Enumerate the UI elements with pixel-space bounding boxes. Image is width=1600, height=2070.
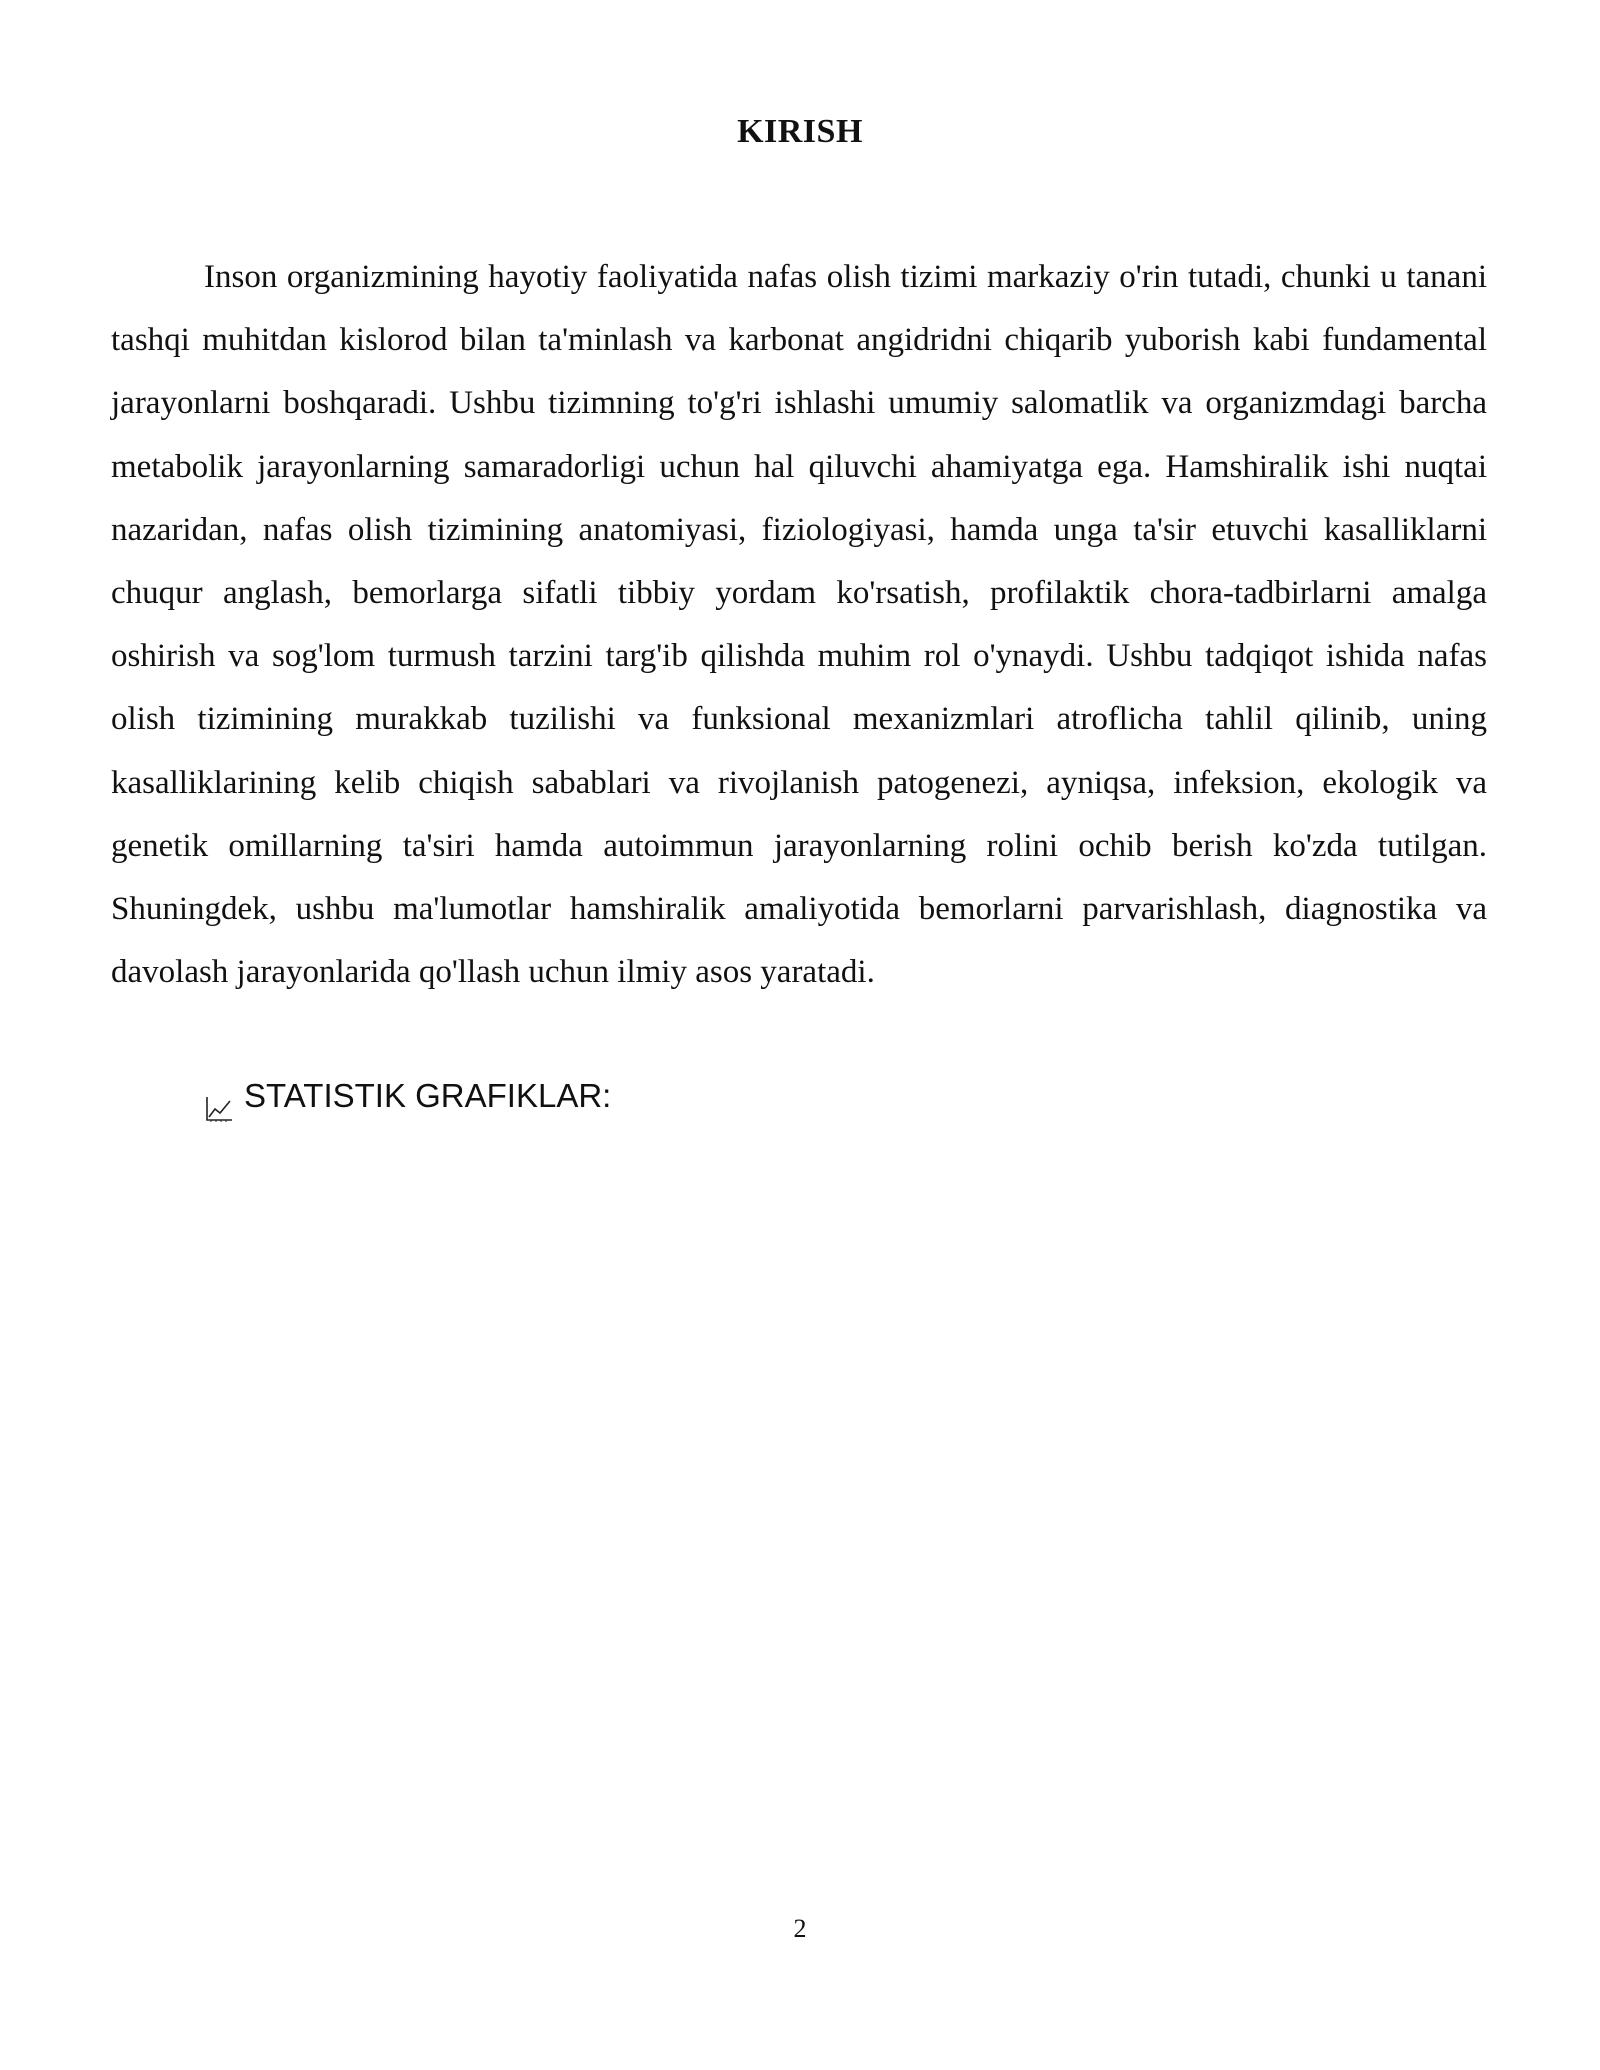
page-number: 2 bbox=[793, 1914, 807, 1943]
chart-increasing-icon bbox=[204, 1082, 234, 1110]
section-heading-line bbox=[204, 1064, 611, 1127]
page-title: KIRISH bbox=[737, 113, 863, 150]
section-heading: STATISTIK GRAFIKLAR: bbox=[244, 1077, 612, 1114]
intro-paragraph: Inson organizmining hayotiy faoliyatida nafas olish tizimi markaziy o'rin tutadi, chunki u tanani tashqi muhitdan kislorod bilan ta'minlash va karbonat angidridni chiqarib yuborish kabi fundamental jarayonlarni boshqaradi. Ushbu tizimning to'g'ri ishlashi umumiy salomatlik va organizmdagi barcha metabolik jarayonlarning samaradorligi uchun hal qiluvchi ahamiyatga ega. Hamshiralik ishi nuqtai nazaridan, nafas olish tizimining anatomiyasi, fiziologiyasi, hamda unga ta'sir etuvchi kasalliklarni chuqur anglash, bemorlarga sifatli tibbiy yordam ko'rsatish, profilaktik chora-tadbirlarni amalga oshirish va sog'lom turmush tarzini targ'ib qilishda muhim rol o'ynaydi. Ushbu tadqiqot ishida nafas olish tizimining murakkab tuzilishi va funksional mexanizmlari atroflicha tahlil qilinib, uning kasalliklarining kelib chiqish sabablari va rivojlanish patogenezi, ayniqsa, infeksion, ekologik va genetik omillarning ta'siri hamda autoimmun jarayonlarning rolini ochib berish ko'zda tutilgan. Shuningdek, ushbu ma'lumotlar hamshiralik amaliyotida bemorlarni parvarishlash, diagnostika va davolash jarayonlarida qo'llash uchun ilmiy asos yaratadi. bbox=[111, 259, 1487, 991]
